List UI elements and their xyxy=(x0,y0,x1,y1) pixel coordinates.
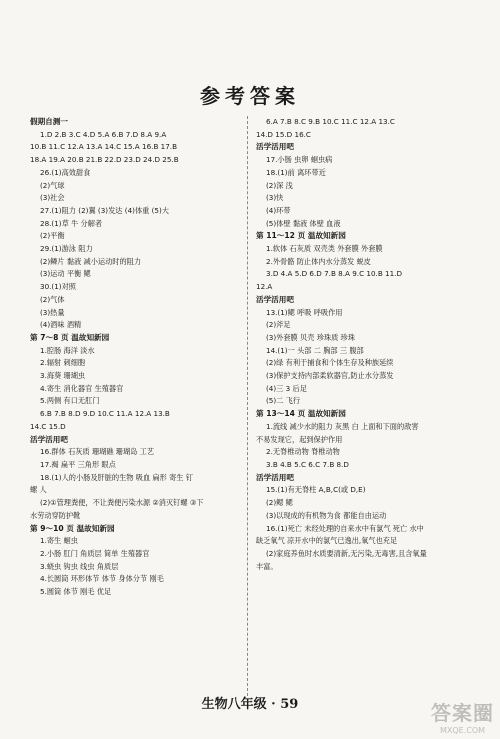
section-heading: 第 9～10 页 温故知新园 xyxy=(30,523,115,533)
answer-line: 28.(1)草 牛 分解者 xyxy=(40,218,103,228)
answer-line: 5.两侧 有口无肛门 xyxy=(40,396,100,406)
answer-column-left xyxy=(30,116,246,599)
answer-line: 14.D 15.D 16.C xyxy=(256,129,311,139)
section-heading: 活学活用吧 xyxy=(256,142,294,152)
answer-line: (3)社会 xyxy=(40,193,65,203)
answer-line: 26.(1)高效甜食 xyxy=(40,167,91,177)
answer-line: 螺 人 xyxy=(30,485,47,495)
answer-line: 2.辐射 刺细胞 xyxy=(40,358,86,368)
answer-line: 18.(1)人的小肠及肝脏的生物 吸血 扁形 寄生 钉 xyxy=(40,472,193,482)
answer-line: (4)三 3 后足 xyxy=(266,383,307,393)
answer-line: (2)气球 xyxy=(40,180,65,190)
answer-line: 12.A xyxy=(256,282,273,292)
answer-line: (2)斧足 xyxy=(266,320,291,330)
answer-line: 6.A 7.B 8.C 9.B 10.C 11.C 12.A 13.C xyxy=(266,117,395,126)
answer-line: 3.D 4.A 5.D 6.D 7.B 8.A 9.C 10.B 11.D xyxy=(266,269,402,279)
answer-line: (4)酒味 酒精 xyxy=(40,320,82,330)
answer-column-right xyxy=(256,116,476,573)
watermark-logo xyxy=(431,697,494,735)
answer-line: 10.B 11.C 12.A 13.A 14.C 15.A 16.B 17.B xyxy=(30,142,178,152)
answer-line: (5)体壁 黏液 体壁 血液 xyxy=(266,218,341,228)
column-divider xyxy=(247,116,248,696)
answer-line: 3.B 4.B 5.C 6.C 7.B 8.D xyxy=(266,459,349,469)
watermark-url: MXQE.COM xyxy=(439,726,486,735)
answer-line: (2)鳃 鳃 xyxy=(266,498,293,508)
answer-line: 5.圆筒 体节 刚毛 优足 xyxy=(40,587,112,597)
answer-line: 不易发现它，起到保护作用 xyxy=(256,434,343,444)
answer-line: (3)热量 xyxy=(40,307,65,317)
answer-line: 14.C 15.D xyxy=(30,421,66,431)
answer-line: (2)绿 有利于捕食和个体生存及种族延续 xyxy=(266,358,394,368)
answer-line: 14.(1)一 头部 二 胸部 三 腹部 xyxy=(266,345,364,355)
section-heading: 假期自测一 xyxy=(30,117,68,126)
answer-line: 29.(1)游泳 阻力 xyxy=(40,244,93,254)
answer-line: (3)保护支持内部柔软器官,防止水分蒸发 xyxy=(266,371,394,381)
answer-line: 3.海葵 珊瑚虫 xyxy=(40,371,86,381)
answer-line: 16.(1)死亡 未经处理的自来水中有氯气 死亡 水中 xyxy=(266,523,424,533)
answer-line: (2)平衡 xyxy=(40,231,65,241)
answer-line: (2)鳞片 黏液 减小运动时的阻力 xyxy=(40,256,142,266)
section-heading: 第 7～8 页 温故知新园 xyxy=(30,332,110,342)
answer-line: (5)二 飞行 xyxy=(266,396,301,406)
answer-line: (2)家庭养鱼时水质要清新,无污染,无毒害,且含氧量 xyxy=(266,548,427,558)
answer-line: 18.A 19.A 20.B 21.B 22.D 23.D 24.D 25.B xyxy=(30,155,179,165)
answer-line: 1.软体 石灰质 双壳类 外套膜 外套膜 xyxy=(266,244,383,254)
section-heading: 活学活用吧 xyxy=(256,472,294,482)
answer-line: 丰富。 xyxy=(256,561,278,571)
answer-line: 17.褐 扁平 三角形 眼点 xyxy=(40,459,116,469)
answer-line: 4.寄生 消化器官 生殖器官 xyxy=(40,383,124,393)
answer-line: 水劳动穿防护靴 xyxy=(30,510,81,520)
answer-line: 2.外骨骼 防止体内水分蒸发 蜕皮 xyxy=(266,256,371,266)
answer-line: (2)气体 xyxy=(40,294,65,304)
answer-line: 18.(1)前 离环带近 xyxy=(266,167,326,177)
answer-line: (2)①管理粪便，不让粪便污染水源 ②消灭钉螺 ③下 xyxy=(40,498,204,508)
answer-line: 6.B 7.B 8.D 9.D 10.C 11.A 12.A 13.B xyxy=(40,409,170,419)
answer-line: 4.长圆筒 环形体节 体节 身体分节 刚毛 xyxy=(40,574,164,584)
answer-line: (3)以现成的有机物为食 都能自由运动 xyxy=(266,510,387,520)
answer-line: 缺乏氧气 凉开水中的氯气已逸出,氧气也充足 xyxy=(256,536,398,546)
answer-line: 30.(1)对照 xyxy=(40,282,76,292)
answer-line: 1.腔肠 海洋 淡水 xyxy=(40,345,95,355)
answer-line: (4)环带 xyxy=(266,205,291,215)
answer-line: 15.(1)有无脊柱 A,B,C(或 D,E) xyxy=(266,485,366,495)
answer-line: 3.蛲虫 钩虫 线虫 角质层 xyxy=(40,561,119,571)
answer-line: (2)深 浅 xyxy=(266,180,293,190)
page-footer: 生物八年级 · 59 xyxy=(201,697,299,712)
answer-line: (3)快 xyxy=(266,193,284,203)
section-heading: 第 13～14 页 温故知新园 xyxy=(256,409,346,419)
answer-line: (3)运动 平衡 鳃 xyxy=(40,269,91,279)
answer-line: 1.流线 减少水的阻力 灰黑 白 上面和下面的敌害 xyxy=(266,421,419,431)
section-heading: 活学活用吧 xyxy=(256,294,294,304)
answer-line: 1.D 2.B 3.C 4.D 5.A 6.B 7.D 8.A 9.A xyxy=(40,129,167,139)
answer-line: (3)外套膜 贝壳 珍珠质 珍珠 xyxy=(266,332,355,342)
answer-line: 13.(1)鳃 呼吸 呼吸作用 xyxy=(266,307,343,317)
page-title: 参考答案 xyxy=(200,84,300,108)
answer-line: 2.无脊椎动物 脊椎动物 xyxy=(266,447,340,457)
answer-line: 16.群体 石灰质 珊瑚礁 珊瑚岛 工艺 xyxy=(40,447,155,457)
answer-line: 1.寄生 蛔虫 xyxy=(40,536,78,546)
watermark-icon: 答案圈 xyxy=(431,701,494,725)
section-heading: 第 11～12 页 温故知新园 xyxy=(256,231,346,241)
answer-line: 27.(1)阻力 (2)翼 (3)发达 (4)体重 (5)大 xyxy=(40,205,169,215)
section-heading: 活学活用吧 xyxy=(30,434,68,444)
answer-line: 17.小肠 虫卵 蛔虫病 xyxy=(266,155,333,165)
answer-line: 2.小肠 肛门 角质层 简单 生殖器官 xyxy=(40,548,150,558)
